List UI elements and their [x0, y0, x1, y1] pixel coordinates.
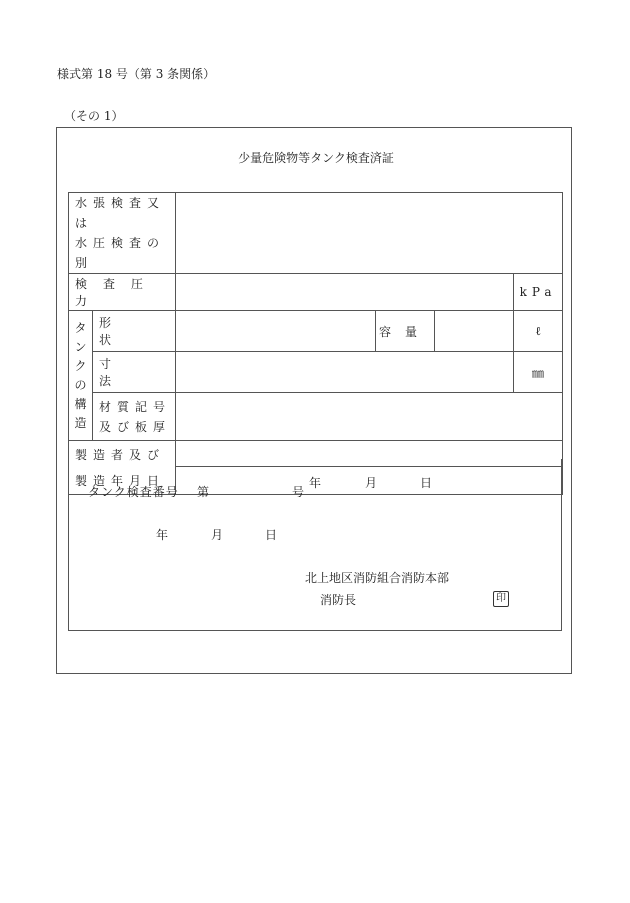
issue-month-label: 月: [211, 528, 224, 542]
manufacture-month-label: 月: [365, 475, 378, 490]
form-part-label: （その 1）: [64, 109, 124, 123]
row-test-pressure: [69, 274, 563, 311]
pressure-unit: kPa: [514, 274, 563, 311]
manufacture-day-label: 日: [420, 475, 433, 490]
shape-label-text: 形状: [99, 316, 144, 347]
tank-structure-label: [69, 311, 93, 441]
form-number: 様式第 18 号（第 3 条関係）: [57, 67, 216, 81]
inspection-type-line2: 水圧検査の別: [75, 236, 166, 270]
certificate-title: 少量危険物等タンク検査済証: [238, 151, 394, 165]
tank-structure-char: の: [74, 377, 87, 392]
material-label: [93, 393, 176, 441]
capacity-label: 容量: [376, 311, 435, 352]
material-value[interactable]: [176, 393, 563, 441]
seal-mark: 印: [493, 591, 509, 607]
dimension-value[interactable]: [176, 352, 514, 393]
material-line1: 材質記号: [99, 399, 172, 414]
test-pressure-value[interactable]: [176, 274, 514, 311]
shape-value[interactable]: [176, 311, 376, 352]
issue-day-label: 日: [265, 528, 278, 542]
tank-structure-char: ン: [74, 339, 87, 354]
shape-label: [93, 311, 176, 352]
certificate-table: [68, 192, 563, 495]
inspection-number-label: タンク検査番号: [88, 485, 179, 499]
inspection-number-prefix: 第: [197, 485, 210, 499]
manufacturer-line2: 製造年月日: [75, 473, 166, 488]
dimension-label: [93, 352, 176, 393]
capacity-unit: ℓ: [514, 311, 563, 352]
row-dimension: [69, 352, 563, 393]
issuing-organization: 北上地区消防組合消防本部: [305, 571, 450, 585]
inspection-type-line1: 水張検査又は: [75, 196, 166, 230]
row-shape: [69, 311, 563, 352]
row-inspection-type: [69, 193, 563, 274]
manufacture-year-label: 年: [309, 475, 322, 490]
capacity-value[interactable]: [435, 311, 514, 352]
dimension-label-text: 寸法: [99, 357, 148, 388]
inspection-type-label: [69, 193, 176, 274]
tank-structure-char: ク: [74, 358, 87, 373]
material-line2: 及び板厚: [99, 419, 172, 434]
dimension-unit: ㎜: [514, 352, 563, 393]
row-material: [69, 393, 563, 441]
inspection-type-value[interactable]: [176, 193, 563, 274]
issue-year-label: 年: [156, 528, 169, 542]
tank-structure-char: タ: [74, 320, 87, 335]
tank-structure-char: 構: [74, 396, 87, 411]
fire-chief-label: 消防長: [320, 593, 357, 607]
inspection-number-suffix: 号: [292, 485, 305, 499]
manufacturer-line1: 製造者及び: [75, 447, 166, 462]
tank-structure-char: 造: [74, 415, 87, 430]
test-pressure-label: 検査圧力: [69, 274, 176, 311]
